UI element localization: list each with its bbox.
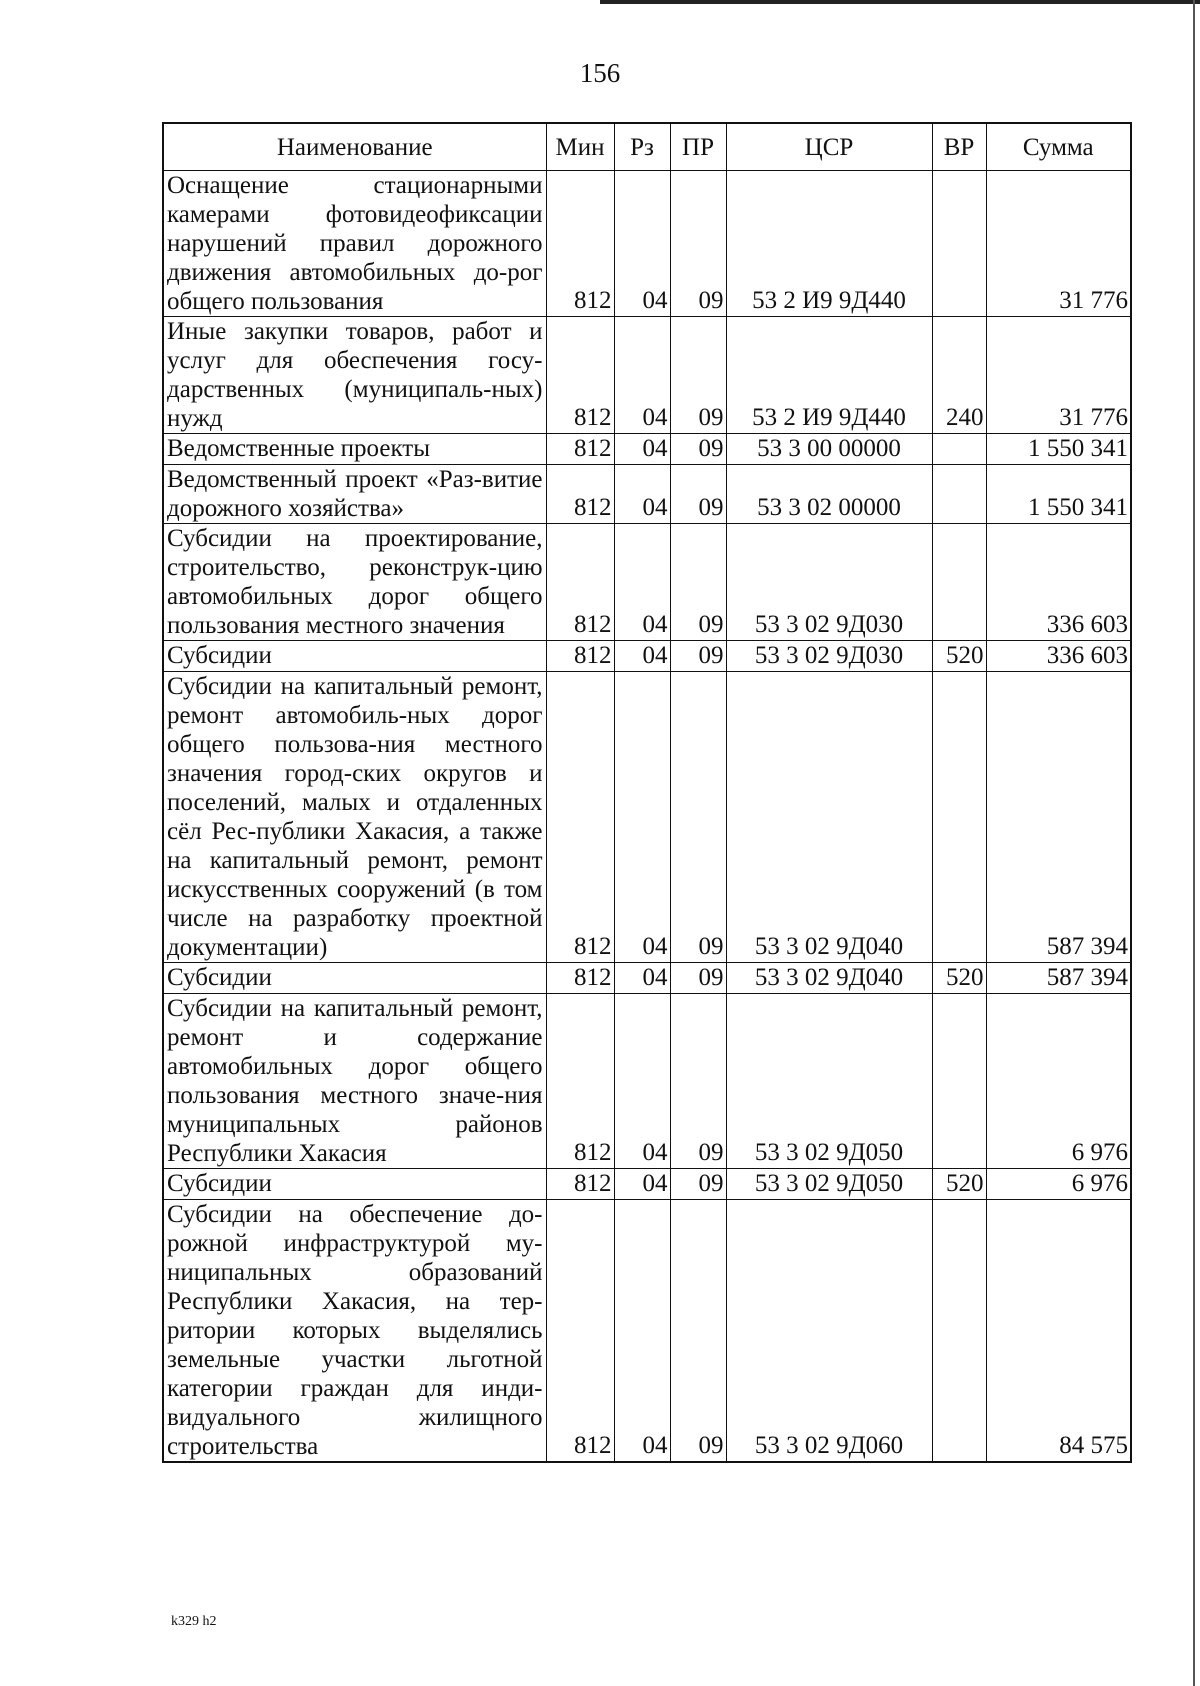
row-name	[163, 1200, 546, 1463]
row-name-text: Субсидии	[167, 964, 272, 991]
row-csr: 53 3 02 9Д050	[726, 1169, 932, 1200]
row-vr	[932, 465, 986, 524]
row-csr: 53 3 02 9Д030	[726, 524, 932, 641]
footer-code: k329 h2	[171, 1614, 217, 1629]
page-top-rule	[600, 0, 1200, 4]
row-vr: 520	[932, 963, 986, 994]
row-rz: 04	[614, 1169, 670, 1200]
row-vr	[932, 524, 986, 641]
row-name	[163, 317, 546, 434]
row-csr: 53 2 И9 9Д440	[726, 317, 932, 434]
row-pr: 09	[670, 465, 726, 524]
row-sum: 587 394	[986, 672, 1131, 963]
row-vr	[932, 994, 986, 1169]
row-vr	[932, 1200, 986, 1463]
row-name-text: Оснащение стационарными камерами фотовидеофиксации нарушений правил дорожного движения автомобильных до-рог общего пользования	[167, 172, 543, 315]
row-pr: 09	[670, 1169, 726, 1200]
header-csr: ЦСР	[726, 123, 932, 171]
row-pr: 09	[670, 994, 726, 1169]
row-csr: 53 3 02 9Д040	[726, 672, 932, 963]
row-name	[163, 524, 546, 641]
table-row	[163, 317, 1131, 434]
table-row	[163, 465, 1131, 524]
row-min: 812	[546, 317, 614, 434]
row-pr: 09	[670, 317, 726, 434]
row-sum: 84 575	[986, 1200, 1131, 1463]
row-min: 812	[546, 171, 614, 317]
row-sum: 336 603	[986, 524, 1131, 641]
table-header-row	[163, 123, 1131, 171]
row-csr: 53 3 02 9Д060	[726, 1200, 932, 1463]
page-right-rule	[1193, 0, 1195, 1686]
table-row	[163, 524, 1131, 641]
row-vr: 520	[932, 641, 986, 672]
row-rz: 04	[614, 434, 670, 465]
budget-table	[162, 122, 1132, 1463]
row-pr: 09	[670, 171, 726, 317]
row-csr: 53 3 02 9Д040	[726, 963, 932, 994]
row-name	[163, 1169, 546, 1200]
row-name-text: Субсидии	[167, 1170, 272, 1197]
row-sum: 587 394	[986, 963, 1131, 994]
row-vr	[932, 171, 986, 317]
row-min: 812	[546, 963, 614, 994]
row-rz: 04	[614, 963, 670, 994]
row-rz: 04	[614, 994, 670, 1169]
table-row	[163, 672, 1131, 963]
row-name-text: Ведомственные проекты	[167, 435, 431, 462]
row-min: 812	[546, 994, 614, 1169]
row-rz: 04	[614, 641, 670, 672]
row-vr: 240	[932, 317, 986, 434]
row-min: 812	[546, 434, 614, 465]
row-name	[163, 963, 546, 994]
row-rz: 04	[614, 524, 670, 641]
row-name-text: Субсидии на капитальный ремонт, ремонт автомобиль-ных дорог общего пользова-ния местного значения город-ских округов и поселений, малых и отдаленных сёл Рес-публики Хакасия, а также на капитальный ремонт, ремонт искусственных сооружений (в том числе на разработку проектной документации)	[167, 673, 543, 961]
row-vr: 520	[932, 1169, 986, 1200]
row-rz: 04	[614, 465, 670, 524]
row-sum: 31 776	[986, 171, 1131, 317]
row-csr: 53 3 00 00000	[726, 434, 932, 465]
row-pr: 09	[670, 672, 726, 963]
row-sum: 31 776	[986, 317, 1131, 434]
row-sum: 336 603	[986, 641, 1131, 672]
row-csr: 53 3 02 9Д050	[726, 994, 932, 1169]
row-name-text: Ведомственный проект «Раз-витие дорожного хозяйства»	[167, 466, 543, 522]
row-sum: 1 550 341	[986, 465, 1131, 524]
row-csr: 53 2 И9 9Д440	[726, 171, 932, 317]
table-row	[163, 1169, 1131, 1200]
header-sum: Сумма	[986, 123, 1131, 171]
row-name-text: Иные закупки товаров, работ и услуг для обеспечения госу-дарственных (муниципаль-ных) нужд	[167, 318, 543, 432]
row-vr	[932, 434, 986, 465]
row-pr: 09	[670, 641, 726, 672]
row-name	[163, 672, 546, 963]
table-row	[163, 994, 1131, 1169]
row-rz: 04	[614, 1200, 670, 1463]
row-name-text: Субсидии на обеспечение до-рожной инфраструктурой му-ниципальных образований Республики Хакасия, на тер-ритории которых выделялись земельные участки льготной категории граждан для инди-видуального жилищного строительства	[167, 1201, 543, 1460]
row-name	[163, 994, 546, 1169]
header-min: Мин	[546, 123, 614, 171]
row-sum: 6 976	[986, 1169, 1131, 1200]
row-name	[163, 465, 546, 524]
row-pr: 09	[670, 1200, 726, 1463]
row-name-text: Субсидии на капитальный ремонт, ремонт и содержание автомобильных дорог общего пользования местного значе-ния муниципальных районов Республики Хакасия	[167, 995, 543, 1167]
row-sum: 1 550 341	[986, 434, 1131, 465]
row-pr: 09	[670, 963, 726, 994]
row-pr: 09	[670, 434, 726, 465]
row-vr	[932, 672, 986, 963]
header-vr: ВР	[932, 123, 986, 171]
row-name-text: Субсидии на проектирование, строительство, реконструк-цию автомобильных дорог общего пользования местного значения	[167, 525, 543, 639]
row-pr: 09	[670, 524, 726, 641]
row-min: 812	[546, 1169, 614, 1200]
row-rz: 04	[614, 171, 670, 317]
table-row	[163, 641, 1131, 672]
row-name-text: Субсидии	[167, 642, 272, 669]
row-rz: 04	[614, 672, 670, 963]
row-min: 812	[546, 1200, 614, 1463]
row-name	[163, 434, 546, 465]
row-csr: 53 3 02 00000	[726, 465, 932, 524]
row-min: 812	[546, 524, 614, 641]
row-name	[163, 171, 546, 317]
row-sum: 6 976	[986, 994, 1131, 1169]
header-pr: ПР	[670, 123, 726, 171]
header-rz: Рз	[614, 123, 670, 171]
page-number: 156	[579, 58, 621, 88]
table-row	[163, 963, 1131, 994]
table-row	[163, 434, 1131, 465]
row-min: 812	[546, 465, 614, 524]
table-row	[163, 171, 1131, 317]
row-min: 812	[546, 641, 614, 672]
row-name	[163, 641, 546, 672]
row-rz: 04	[614, 317, 670, 434]
row-csr: 53 3 02 9Д030	[726, 641, 932, 672]
row-min: 812	[546, 672, 614, 963]
table-row	[163, 1200, 1131, 1463]
header-name: Наименование	[163, 123, 546, 171]
